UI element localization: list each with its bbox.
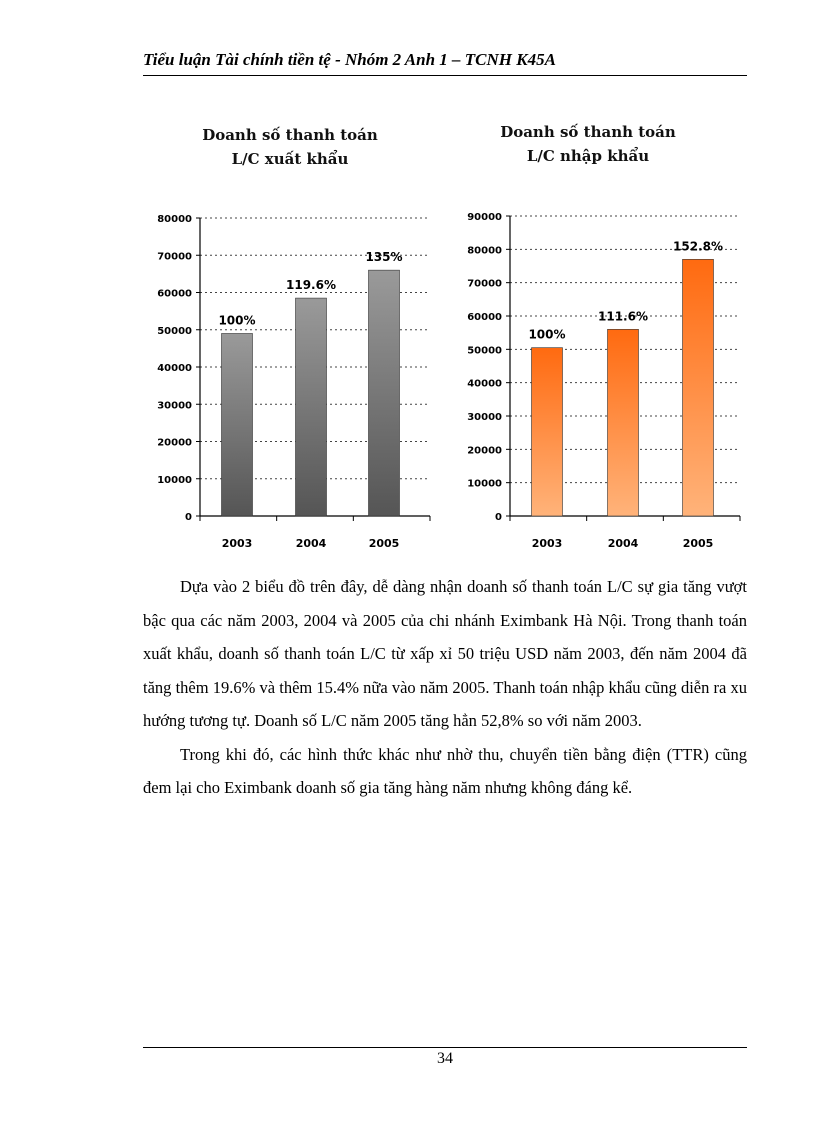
category-label-2004: 2004: [295, 537, 327, 550]
import-lc-bar-chart: [450, 205, 750, 560]
y-tick-label: 0: [185, 512, 192, 523]
chart-title-export-line1: Doanh số thanh toán: [202, 126, 378, 144]
y-tick-label: 80000: [157, 214, 192, 225]
data-label-2003: 100%: [528, 327, 566, 342]
category-label-2003: 2003: [531, 537, 563, 550]
y-tick-label: 10000: [467, 478, 502, 490]
chart-title-import-line1: Doanh số thanh toán: [500, 123, 676, 141]
footer-rule: [143, 1047, 747, 1048]
category-label-2003: 2003: [221, 537, 253, 550]
body-text: [143, 570, 747, 805]
chart-title-export-line2: L/C xuất khẩu: [231, 150, 349, 168]
page-number: 34: [437, 1050, 453, 1067]
bar-2003: [532, 348, 563, 516]
y-tick-label: 30000: [467, 412, 502, 423]
y-tick-label: 70000: [157, 251, 192, 263]
running-header: Tiểu luận Tài chính tiền tệ - Nhóm 2 Anh 1 – TCNH K45A: [143, 50, 556, 69]
header-rule: [143, 75, 747, 76]
y-tick-label: 60000: [467, 312, 502, 323]
y-tick-label: 50000: [157, 325, 192, 337]
chart-title-export: [190, 123, 390, 171]
paragraph-2: Trong khi đó, các hình thức khác như nhờ thu, chuyển tiền bằng điện (TTR) cũng đem lại cho Eximbank doanh số gia tăng hàng năm nhưng không đáng kể.: [143, 744, 747, 797]
bar-2005: [683, 259, 714, 516]
y-tick-label: 30000: [157, 400, 192, 412]
y-tick-label: 80000: [467, 245, 502, 257]
category-label-2005: 2005: [368, 537, 400, 550]
bar-2005: [369, 270, 400, 516]
y-tick-label: 10000: [157, 474, 192, 486]
y-tick-label: 20000: [157, 437, 192, 449]
y-tick-label: 40000: [157, 363, 192, 374]
category-label-2004: 2004: [607, 537, 639, 550]
data-label-2004: 111.6%: [598, 309, 648, 324]
data-label-2003: 100%: [218, 313, 256, 328]
y-tick-label: 50000: [467, 345, 502, 357]
chart-title-import-line2: L/C nhập khẩu: [526, 147, 650, 165]
bar-2004: [608, 329, 639, 516]
bar-2004: [296, 298, 327, 516]
y-tick-label: 60000: [157, 288, 192, 300]
y-tick-label: 20000: [467, 445, 502, 457]
bar-2003: [222, 333, 253, 516]
chart-title-import: [488, 120, 688, 168]
category-label-2005: 2005: [682, 537, 714, 550]
data-label-2004: 119.6%: [286, 278, 336, 293]
y-tick-label: 90000: [467, 212, 502, 223]
data-label-2005: 152.8%: [673, 239, 723, 254]
export-lc-bar-chart: [140, 205, 440, 560]
data-label-2005: 135%: [365, 250, 403, 265]
y-tick-label: 40000: [467, 378, 502, 390]
y-tick-label: 0: [495, 512, 502, 523]
paragraph-1: Dựa vào 2 biểu đồ trên đây, dễ dàng nhận doanh số thanh toán L/C sự gia tăng vượt bậc qua các năm 2003, 2004 và 2005 của chi nhánh Eximbank Hà Nội. Trong thanh toán xuất khẩu, doanh số thanh toán L/C từ xấp xỉ 50 triệu USD năm 2003, đến năm 2004 đã tăng thêm 19.6% và thêm 15.4% nữa vào năm 2005. Thanh toán nhập khẩu cũng diễn ra xu hướng tương tự. Doanh số L/C năm 2005 tăng hẳn 52,8% so với năm 2003.: [143, 577, 747, 730]
y-tick-label: 70000: [467, 278, 502, 290]
